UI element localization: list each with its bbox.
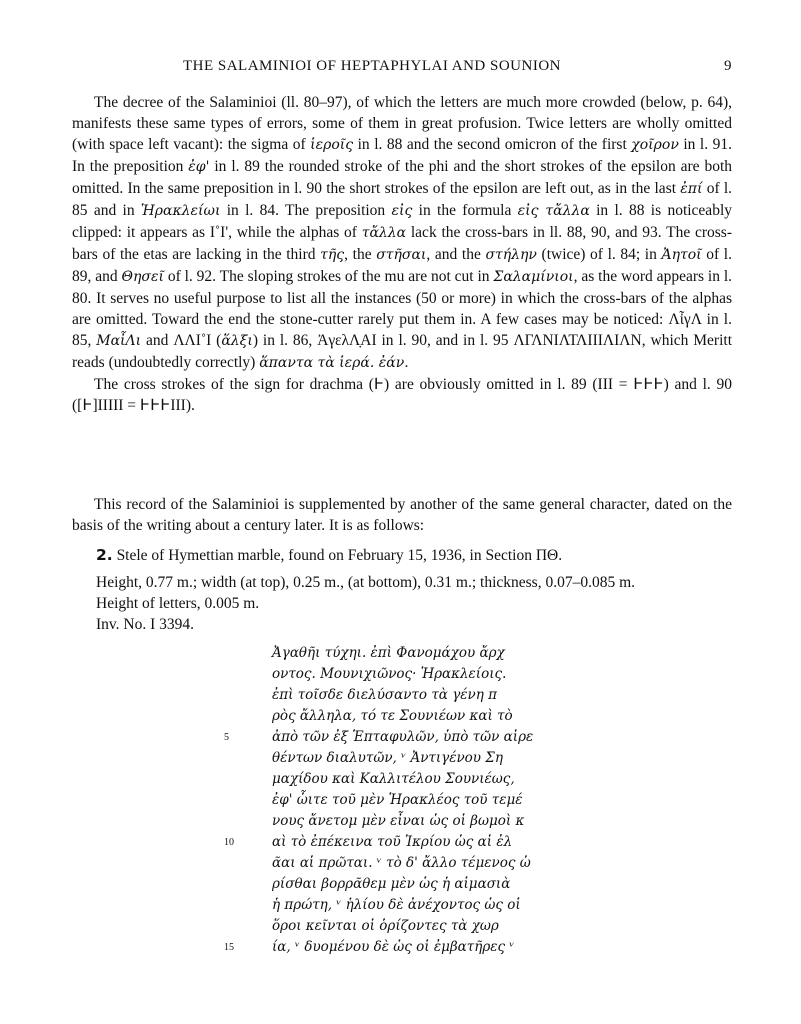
line-number: 15 [224,942,234,953]
running-title: THE SALAMINIOI OF HEPTAPHYLAI AND SOUNION [182,58,562,74]
inscription-line-text: ἀπὸ τῶν ἐξ Ἑπταφυλῶν, ὑπὸ τῶν αἱρε [272,729,534,745]
inscription-line-text: ᾶαι αἱ πρῶται. ᵛ τὸ δ' ἄλλο τέμενος ὡ [272,855,531,871]
inscription-line-text: μαχίδου καὶ Καλλιτέλου Σουνιέως, [272,771,515,787]
inscription-line-text: θέντων διαλυτῶν, ᵛ Ἀντιγένου Ση [272,750,503,766]
inscription-line [228,916,608,937]
inscription-text [224,643,608,958]
inscription-line [224,832,608,853]
inscription-line [228,769,608,790]
inscription-line-text: ἡ πρώτη, ᵛ ἡλίου δὲ ἀνέχοντος ὡς οἱ [272,897,521,913]
inscription-line-text: αὶ τὸ ἐπέκεινα τοῦ Ἰκρίου ὡς αἱ ἐλ [272,834,513,850]
inscription-line [228,643,608,664]
catalogue-entry-description [96,572,732,635]
paragraph-errors: The decree of the Salaminioi (ll. 80–97), of which the letters are much more crowded (below, p. 64), manifests these same types of errors, some of them in great profusion. Twice letters are wholly omitted (with space left vacant): the sigma of ἱεροῖς in l. 88 and the second omicron of the first χοῖρον in l. 91. In the preposition ἐφ' in l. 89 the rounded stroke of the phi and the short strokes of the epsilon are both omitted. In the same preposition in l. 90 the short strokes of the epsilon are left out, as in the last ἐπί of l. 85 and in Ἡρακλείωι in l. 84. The preposition εἰς in the formula εἰς τἄλλα in l. 88 is noticeably clipped: it appears as Ι˚Ι', while the alphas of τἄλλα lack the cross-bars in ll. 88, 90, and 93. The cross-bars of the etas are lacking in the third τῆς, the στῆσαι, and the στήλην (twice) of l. 84; in Ἀητοῖ of l. 89, and Θησεῖ of l. 92. The sloping strokes of the mu are not cut in Σαλαμίνιοι, as the word appears in l. 80. It serves no useful purpose to list all the instances (50 or more) in which the cross-bars of the alphas are omitted. Toward the end the stone-cutter rarely put them in. A few cases may be noticed: ΛἶγΛ in l. 85, ΜαἶΛι and ΛΛΙ˚Ι (ἅλξι) in l. 86, ἈγελΛ̣ΑΙ in l. 90, and in l. 95 ΛΓΛΝΙΛΤΛΙΙΙΛΙΛΝ, which Meritt reads (undoubtedly correctly) ἅπαντα τὰ ἱερά. ἐάν. [72,94,733,371]
inscription-line [228,811,608,832]
line-number: 10 [224,837,234,848]
inscription-line-text: ἐφ' ὧιτε τοῦ μὲν Ἡρακλέος τοῦ τεμέ [272,792,523,808]
entry-inventory: Inv. No. I 3394. [96,616,195,633]
entry-dimensions: Height, 0.77 m.; width (at top), 0.25 m., (at bottom), 0.31 m.; thickness, 0.07–0.085 m. [96,574,636,591]
inscription-line [228,706,608,727]
inscription-line-text: ρίσθαι βορρᾶθεμ μὲν ὡς ἡ αἱμασιὰ [272,876,511,892]
running-head [72,58,732,80]
inscription-line-text: οντος. Μουνιχιῶνος· Ἡρακλείοις. [272,666,507,682]
inscription-line-text: ρὸς ἄλληλα, τό τε Σουνιέων καὶ τὸ [272,708,513,724]
inscription-line [228,664,608,685]
inscription-line-text: ὅροι κεῖνται οἱ ὁρίζοντες τὰ χωρ [272,918,499,934]
inscription-line [228,853,608,874]
catalogue-entry-heading [96,545,732,566]
inscription-line [224,727,608,748]
inscription-line [228,685,608,706]
inscription-line-text: ία, ᵛ δυομένου δὲ ὡς οἱ ἐμβατῆρες ᵛ [272,939,515,955]
inscription-line [228,895,608,916]
inscription-line [228,748,608,769]
page-number: 9 [724,58,732,74]
entry-letter-height: Height of letters, 0.005 m. [96,595,260,612]
line-number: 5 [224,732,229,743]
paragraph-drachma: The cross strokes of the sign for drachma (Ͱ) are obviously omitted in l. 89 (ΙΙΙ = ͰͰͰ) and l. 90 ([Ͱ]ΙΙΙΙΙ = ͰͰͰΙΙΙ). [72,376,732,414]
entry-number: 2. [96,546,113,564]
inscription-line-text: νους ἄνετομ μὲν εἶναι ὡς οἱ βωμοὶ κ [272,813,525,829]
body-paragraph-supplement: This record of the Salaminioi is supplemented by another of the same general character, dated on the basis of the writing about a century later. It is as follows: [72,496,732,534]
inscription-line-text: ἐπὶ τοῖσδε διελύσαντο τὰ γένη π [272,687,497,703]
inscription-line [228,874,608,895]
body-paragraph-decree [72,92,732,416]
inscription-line [228,790,608,811]
inscription-line-text: Ἀγαθῆι τύχηι. ἐπὶ Φανομάχου ἄρχ [272,645,505,661]
entry-heading: Stele of Hymettian marble, found on February 15, 1936, in Section ΠΘ. [116,547,563,564]
inscription-line [224,937,608,958]
